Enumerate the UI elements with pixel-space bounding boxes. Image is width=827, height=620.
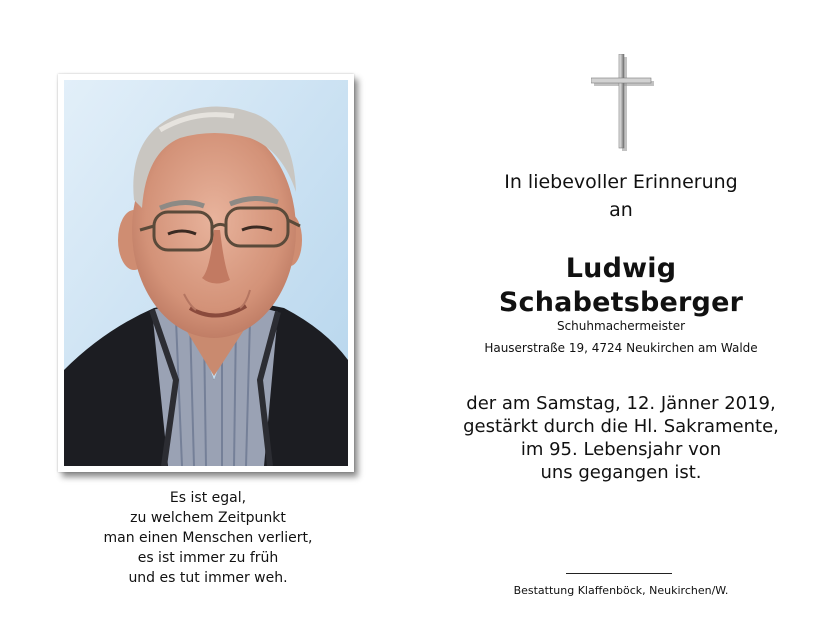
portrait-image [64, 80, 348, 466]
memorial-verse [58, 488, 358, 588]
portrait-frame [58, 74, 354, 472]
cross-icon [591, 54, 655, 152]
profession: Schuhmachermeister [556, 319, 686, 333]
deceased-name [456, 252, 786, 320]
dedication-line: In liebevoller Erinnerung [504, 171, 738, 193]
portrait-photo [64, 80, 348, 466]
divider-line [566, 573, 672, 574]
dedication [456, 168, 786, 224]
first-name: Ludwig [565, 253, 677, 284]
verse-line: Es ist egal, [169, 490, 247, 506]
death-notice [456, 392, 786, 484]
address: Hauserstraße 19, 4724 Neukirchen am Walde [484, 341, 758, 355]
notice-line: im 95. Lebensjahr von [520, 439, 722, 460]
verse-line: zu welchem Zeitpunkt [130, 510, 286, 526]
verse-line: und es tut immer weh. [128, 570, 288, 586]
undertaker: Bestattung Klaffenböck, Neukirchen/W. [513, 584, 729, 597]
verse-line: man einen Menschen verliert, [103, 530, 313, 546]
notice-line: gestärkt durch die Hl. Sakramente, [463, 416, 779, 437]
notice-line: der am Samstag, 12. Jänner 2019, [466, 393, 776, 414]
notice-line: uns gegangen ist. [540, 462, 702, 483]
last-name: Schabetsberger [498, 287, 744, 318]
verse-line: es ist immer zu früh [137, 550, 279, 566]
dedication-line: an [609, 199, 633, 221]
